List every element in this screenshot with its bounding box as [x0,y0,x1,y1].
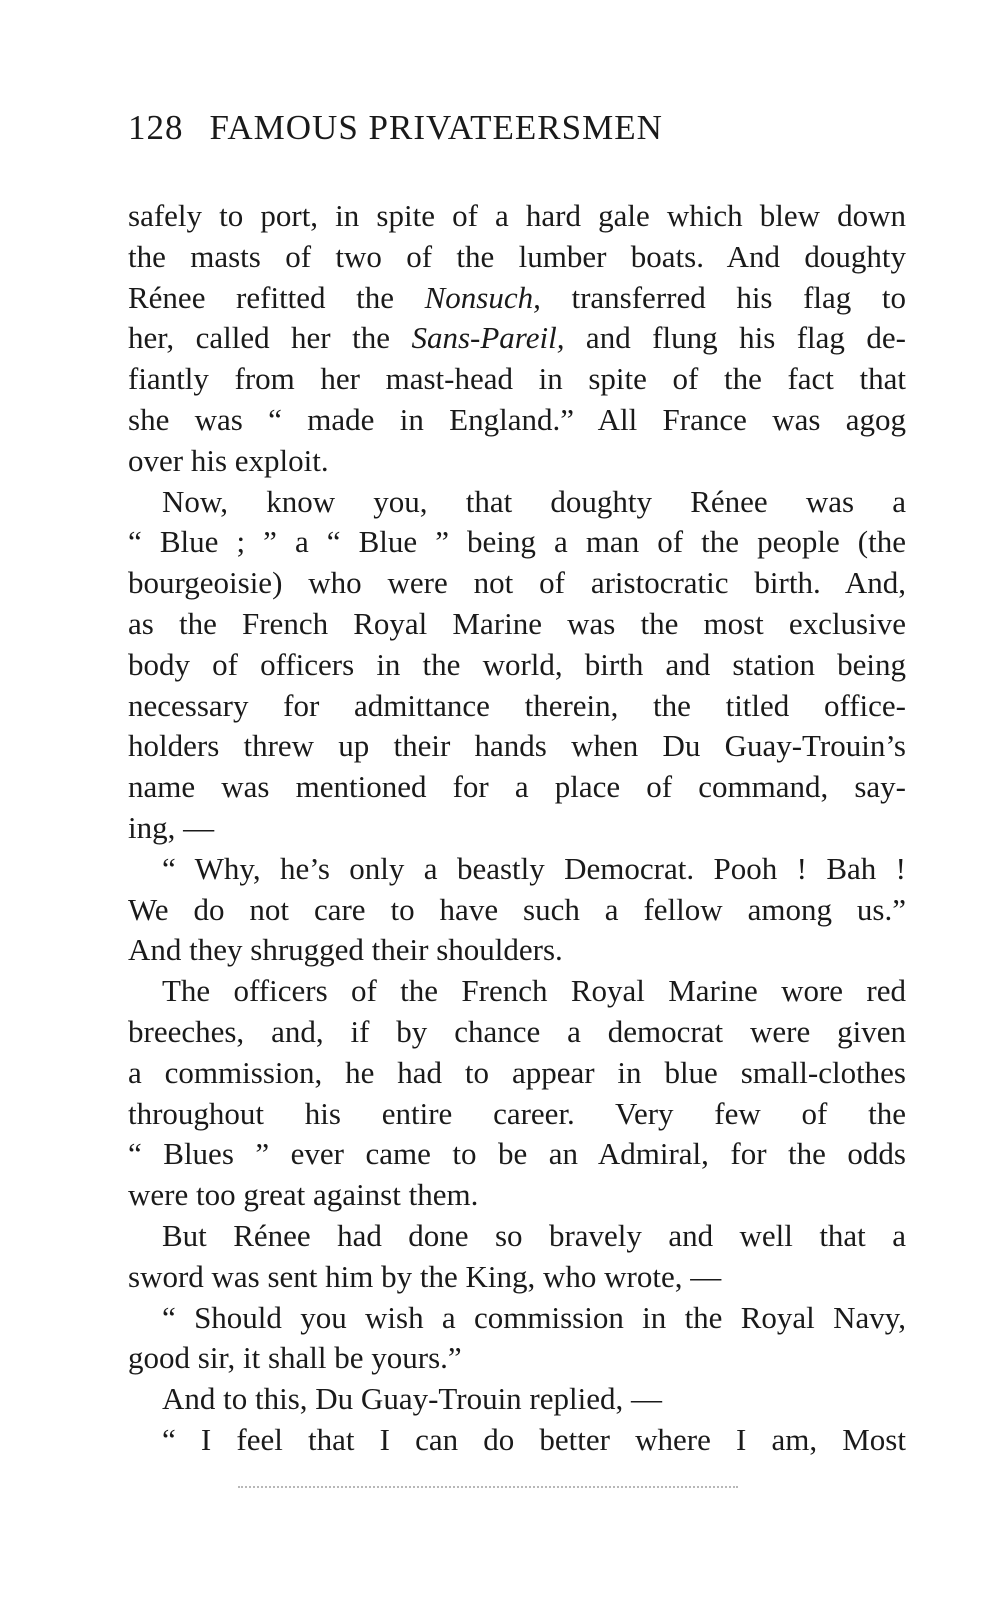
text-line: as the French Royal Marine was the most exclusive [128,605,906,641]
paragraph-start-line: But Rénee had done so bravely and well that a [162,1217,906,1253]
catchword-remnant [238,1486,738,1490]
text-line: she was “ made in England.” All France was agog [128,401,906,437]
text-line: name was mentioned for a place of command, say- [128,769,906,805]
paragraph-end-line: were too great against them. [128,1177,479,1213]
paragraph-start-line: “ Why, he’s only a beastly Democrat. Pooh ! Bah ! [162,850,906,886]
italic-ship-name: Nonsuch, [424,279,541,315]
paragraph-line: And to this, Du Guay-Trouin replied, — [162,1381,662,1417]
paragraph-start-line: The officers of the French Royal Marine wore red [162,973,906,1009]
text-line: breeches, and, if by chance a democrat were given [128,1013,906,1049]
running-head [128,108,906,148]
text-line: throughout his entire career. Very few of the [128,1095,906,1131]
page-number: 128 [128,108,184,147]
text-line: bourgeoisie) who were not of aristocratic birth. And, [128,565,906,601]
text-line: “ Blues ” ever came to be an Admiral, for the odds [128,1136,906,1172]
paragraph-end-line: ing, — [128,809,215,845]
text-line: We do not care to have such a fellow among us.” [128,891,906,927]
text-line: Rénee refitted the Nonsuch, transferred his flag to [128,279,906,315]
book-page [128,0,906,1617]
running-title: FAMOUS PRIVATEERSMEN [209,108,663,147]
paragraph-start-line: “ Should you wish a commission in the Royal Navy, [162,1299,906,1335]
text-line: safely to port, in spite of a hard gale which blew down [128,198,906,233]
text-line: fiantly from her mast-head in spite of the fact that [128,361,906,397]
paragraph-start-line: “ I feel that I can do better where I am, Most [162,1421,906,1457]
paragraph-end-line: good sir, it shall be yours.” [128,1340,462,1376]
text-line: holders threw up their hands when Du Guay-Trouin’s [128,728,906,764]
paragraph-start-line: Now, know you, that doughty Rénee was a [162,483,906,519]
text-line: the masts of two of the lumber boats. And doughty [128,238,906,274]
text-line: her, called her the Sans-Pareil, and flung his flag de- [128,320,906,356]
body-text [128,196,906,1461]
text-line: a commission, he had to appear in blue small-clothes [128,1054,906,1090]
paragraph-end-line: And they shrugged their shoulders. [128,932,563,968]
text-line: body of officers in the world, birth and station being [128,646,906,682]
text-line: “ Blue ; ” a “ Blue ” being a man of the people (the [128,524,906,560]
paragraph-end-line: sword was sent him by the King, who wrote, — [128,1258,722,1294]
paragraph-end-line: over his exploit. [128,442,329,478]
italic-ship-name: Sans-Pareil, [411,320,565,356]
text-line: necessary for admittance therein, the titled office- [128,687,906,723]
